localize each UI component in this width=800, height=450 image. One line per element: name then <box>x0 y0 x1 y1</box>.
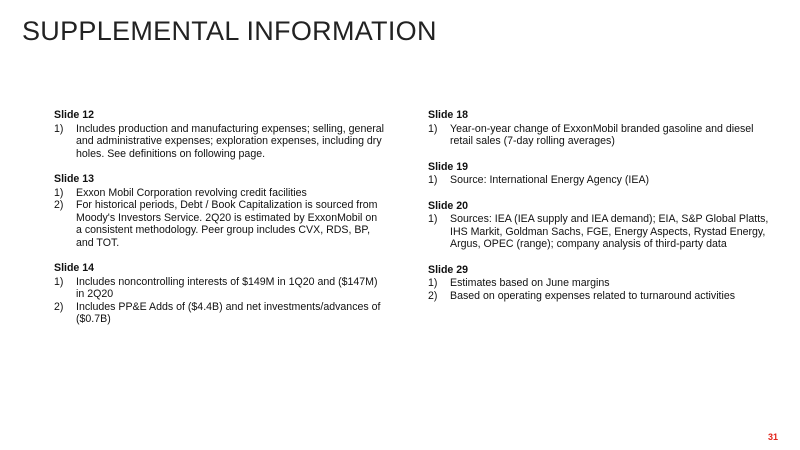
page-number: 31 <box>767 432 778 442</box>
notes-section <box>428 109 778 148</box>
note-number: 2) <box>428 289 438 302</box>
notes-section <box>428 200 778 251</box>
note-text: Estimates based on June margins <box>450 277 610 289</box>
right-notes-column <box>428 109 778 302</box>
note-number: 1) <box>428 213 438 225</box>
note-number: 1) <box>54 275 64 288</box>
note-text: Year-on-year change of ExxonMobil branded gasoline and diesel retail sales (7-day rolling averages) <box>450 122 754 147</box>
note-item <box>54 276 384 301</box>
notes-section <box>54 173 384 249</box>
note-item <box>54 301 384 326</box>
notes-section <box>54 262 384 326</box>
notes-section <box>428 264 778 303</box>
left-notes-column <box>54 109 384 326</box>
note-text: Source: International Energy Agency (IEA) <box>450 174 650 186</box>
note-item <box>54 199 384 249</box>
note-number: 1) <box>428 174 438 186</box>
note-text: For historical periods, Debt / Book Capitalization is sourced from Moody's Investors Service. 2Q20 is estimated by ExxonMobil on a consistent methodology. Peer group includes CVX, RDS, BP, and TOT. <box>76 199 378 249</box>
note-number: 1) <box>428 122 438 135</box>
section-heading: Slide 13 <box>54 173 95 185</box>
section-heading: Slide 19 <box>428 160 469 173</box>
note-item <box>428 290 778 303</box>
note-item <box>54 123 384 161</box>
note-item <box>54 187 384 200</box>
section-heading: Slide 29 <box>428 263 469 276</box>
note-number: 1) <box>54 122 64 135</box>
note-item <box>428 174 778 187</box>
note-text: Based on operating expenses related to turnaround activities <box>450 289 736 302</box>
note-number: 2) <box>54 199 64 211</box>
note-text: Exxon Mobil Corporation revolving credit facilities <box>76 186 307 199</box>
notes-section <box>54 109 384 160</box>
note-text: Includes PP&E Adds of ($4.4B) and net investments/advances of ($0.7B) <box>76 300 381 325</box>
note-number: 1) <box>54 186 64 199</box>
note-item <box>428 123 778 148</box>
note-item <box>428 277 778 290</box>
note-text: Includes production and manufacturing expenses; selling, general and administrative expenses; exploration expenses, including dry holes. See definitions on following page. <box>76 122 385 160</box>
note-text: Sources: IEA (IEA supply and IEA demand); EIA, S&P Global Platts, IHS Markit, Goldman Sachs, FGE, Energy Aspects, Rystad Energy, Argus, OPEC (range); company analysis of third-party data <box>450 213 769 250</box>
section-heading: Slide 18 <box>428 109 469 121</box>
section-heading: Slide 12 <box>54 109 95 121</box>
section-heading: Slide 20 <box>428 199 469 212</box>
note-text: Includes noncontrolling interests of $149M in 1Q20 and ($147M) in 2Q20 <box>76 275 378 300</box>
page-title: SUPPLEMENTAL INFORMATION <box>22 16 437 46</box>
notes-section <box>428 161 778 187</box>
note-number: 2) <box>54 300 64 313</box>
note-number: 1) <box>428 277 438 289</box>
note-item <box>428 213 778 251</box>
section-heading: Slide 14 <box>54 262 95 274</box>
